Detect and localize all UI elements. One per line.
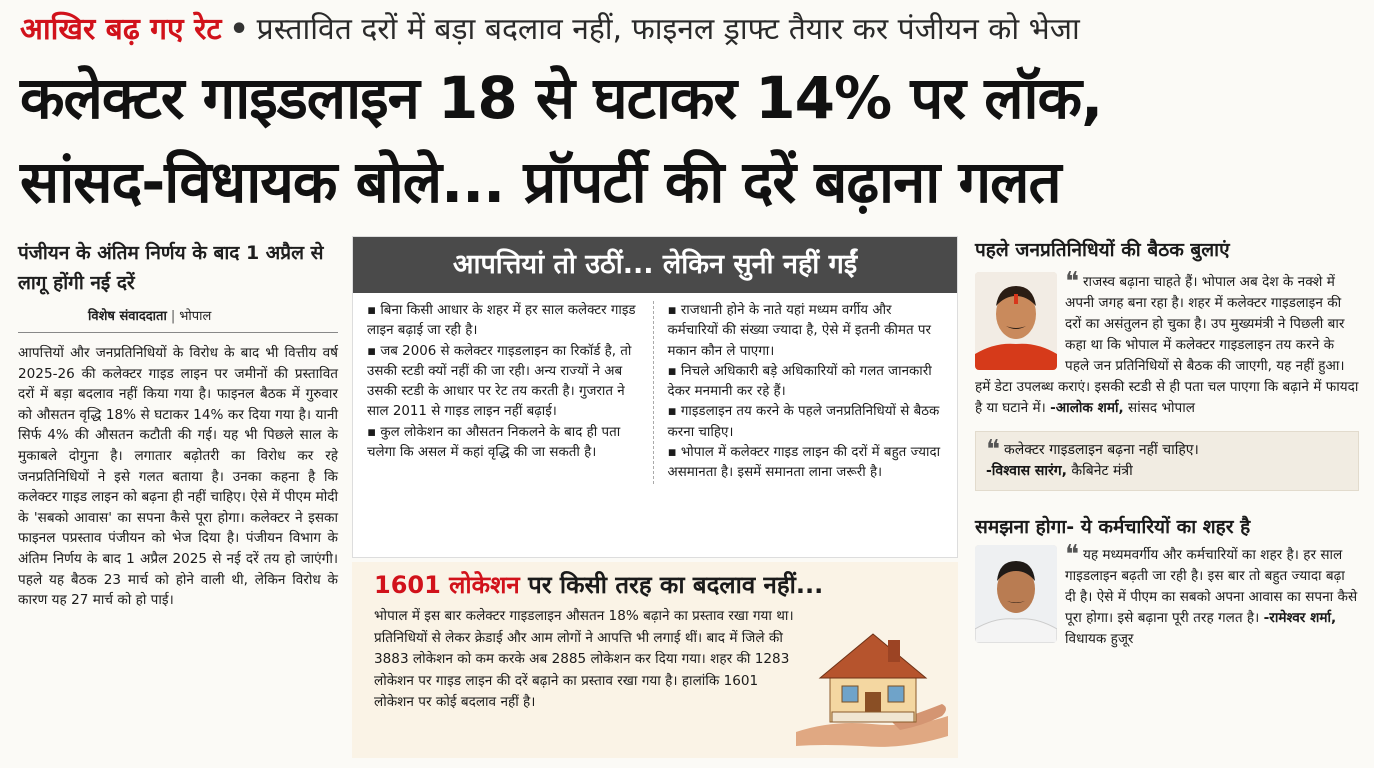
list-item: ▪ राजधानी होने के नाते यहां मध्यम वर्गीय और कर्मचारियों की संख्या ज्यादा है, ऐसे में इतनी कीमत पर मकान कौन ले पाएगा।	[667, 303, 932, 359]
divider	[18, 332, 338, 333]
box-quote-role: कैबिनेट मंत्री	[1071, 463, 1133, 479]
quote-2-author: -रामेश्वर शर्मा,	[1263, 610, 1337, 626]
main-headline	[20, 56, 1365, 224]
quote-icon: ❝	[986, 435, 1000, 465]
quote-1-text: राजस्व बढ़ाना चाहते हैं। भोपाल अब देश के नक्शे में अपनी जगह बना रहा है। शहर में कलेक्टर गाइडलाइन की दरों का असंतुलन हो चुका है। उप मुख्यमंत्री ने पिछली बार कहा था कि भोपाल में कलेक्टर गाइडलाइन तय करने के पहले जन प्रतिनिधियों से बैठक की जाएगी, यह नहीं हुआ। हमें डेटा उपलब्ध कराएं। इसकी स्टडी से ही पता चल पाएगा कि बढ़ाने में फायदा है या घटाने में।	[975, 274, 1359, 416]
objections-heading: आपत्तियां तो उठीं... लेकिन सुनी नहीं गईं	[353, 237, 957, 293]
objections-list-right	[668, 301, 944, 484]
quote-icon: ❝	[1065, 540, 1079, 570]
kicker-text: प्रस्तावित दरों में बड़ा बदलाव नहीं, फाइनल ड्राफ्ट तैयार कर पंजीयन को भेजा	[256, 12, 1080, 47]
quote-section-title-2: समझना होगा- ये कर्मचारियों का शहर है	[975, 516, 1251, 538]
article-body: आपत्तियों और जनप्रतिनिधियों के विरोध के बाद भी वित्तीय वर्ष 2025-26 की कलेक्टर गाइड लाइन पर जमीनों की प्रस्तावित दरों में बड़ा बदलाव नहीं किया गया है। फाइनल बैठक में गुरुवार को औसतन वृद्धि 18% से घटाकर 14% कर दिया गया है। यानी सिर्फ 4% की औसतन कटौती की गई। यह भी पिछले साल के मुकाबले दोगुना है। लगातार बढ़ोतरी का विरोध कर रहे जनप्रतिनिधियों ने इसे गलत बताया है। उनका कहना है कि कलेक्टर गाइड लाइन को बढ़ना ही नहीं चाहिए। ऐसे में पीएम मोदी के 'सबको आवास' का सपना कैसे पूरा होगा। कलेक्टर ने इसका फाइनल पप्रस्ताव पंजीयन को भेज दिया है। पंजीयन विभाग के अंतिम निर्णय के बाद 1 अप्रैल 2025 से नई दरें तय हो जाएंगी। पहले यह बैठक 23 मार्च को होने वाली थी, लेकिन विरोध के कारण यह 27 मार्च को हो पाई।	[18, 345, 338, 609]
kicker-line	[20, 8, 1360, 52]
list-item: ▪ गाइडलाइन तय करने के पहले जनप्रतिनिधियों से बैठक करना चाहिए।	[667, 404, 940, 440]
quote-section-title-1: पहले जनप्रतिनिधियों की बैठक बुलाएं	[975, 239, 1230, 261]
quote-1-role: सांसद भोपाल	[1128, 400, 1195, 416]
locations-title	[374, 568, 823, 601]
quote-icon: ❝	[1065, 267, 1079, 297]
byline: विशेष संवाददाता | भोपाल	[88, 309, 212, 324]
list-item: ▪ बिना किसी आधार के शहर में हर साल कलेक्टर गाइड लाइन बढ़ाई जा रही है।	[367, 303, 636, 339]
right-column	[975, 236, 1359, 650]
list-item: ▪ जब 2006 से कलेक्टर गाइडलाइन का रिकॉर्ड है, तो उसकी स्टडी क्यों नहीं की जा रही। अन्य राज्यों ने अब उसकी स्टडी के आधार पर रेट तय करती है। गुजरात ने साल 2011 से गाइड लाइन नहीं बढ़ाई।	[367, 343, 632, 420]
quote-2-text: यह मध्यमवर्गीय और कर्मचारियों का शहर है। हर साल गाइडलाइन बढ़ती जा रही है। इस बार तो बहुत ज्यादा बढ़ा दी है। ऐसे में पीएम का सबको अपना आवास का सपना कैसे पूरा होगा। इसे बढ़ाना पूरी तरह गलत है।	[1065, 547, 1358, 626]
box-quote-author: -विश्वास सारंग,	[986, 463, 1067, 479]
left-column	[18, 238, 338, 611]
locations-title-rest: पर किसी तरह का बदलाव नहीं...	[528, 571, 824, 599]
locations-title-highlight: 1601 लोकेशन	[374, 571, 520, 599]
headline-line-1: कलेक्टर गाइडलाइन 18 से घटाकर 14% पर लॉक,	[20, 64, 1103, 132]
quote-2-role: विधायक हुजूर	[1065, 631, 1134, 647]
quote-box-minister	[975, 431, 1359, 491]
kicker-tag: आखिर बढ़ गए रेट	[20, 12, 222, 47]
locations-body: भोपाल में इस बार कलेक्टर गाइडलाइन औसतन 18% बढ़ाने का प्रस्ताव रखा गया था। प्रतिनिधियों से लेकर क्रेडाई और आम लोगों ने आपत्ति भी लगाई थीं। बाद में जिले की 3883 लोकेशन को कम करके अब 2885 लोकेशन कर दिया गया। शहर की 1283 लोकेशन पर गाइड लाइन की दरें बढ़ाने का प्रस्ताव रखा गया है। हालांकि 1601 लोकेशन पर कोई बदलाव नहीं है।	[374, 608, 794, 710]
objections-list-left	[367, 301, 654, 484]
portrait-photo-alok-sharma	[975, 272, 1057, 370]
list-item: ▪ कुल लोकेशन का औसतन निकलने के बाद ही पता चलेगा कि असल में कहां वृद्धि की जा सकती है।	[367, 424, 621, 461]
byline-author: विशेष संवाददाता	[88, 309, 167, 324]
quote-1-author: -आलोक शर्मा,	[1050, 400, 1124, 416]
house-in-hand-illustration	[792, 612, 952, 752]
locations-box	[352, 562, 958, 758]
headline-line-2: सांसद-विधायक बोले... प्रॉपर्टी की दरें बढ़ाना गलत	[20, 148, 1061, 216]
objections-box	[352, 236, 958, 558]
list-item: ▪ भोपाल में कलेक्टर गाइड लाइन की दरों में बहुत ज्यादा असमानता है। इसमें समानता लाना जरूरी है।	[667, 445, 941, 481]
subheadline: पंजीयन के अंतिम निर्णय के बाद 1 अप्रैल से लागू होंगी नई दरें	[18, 242, 324, 294]
byline-place: भोपाल	[179, 309, 212, 324]
box-quote-text: कलेक्टर गाइडलाइन बढ़ना नहीं चाहिए।	[1004, 442, 1199, 458]
kicker-bullet: •	[229, 12, 249, 47]
list-item: ▪ निचले अधिकारी बड़े अधिकारियों को गलत जानकारी देकर मनमानी कर रहे हैं।	[667, 363, 932, 400]
portrait-photo-rameshwar-sharma	[975, 545, 1057, 643]
